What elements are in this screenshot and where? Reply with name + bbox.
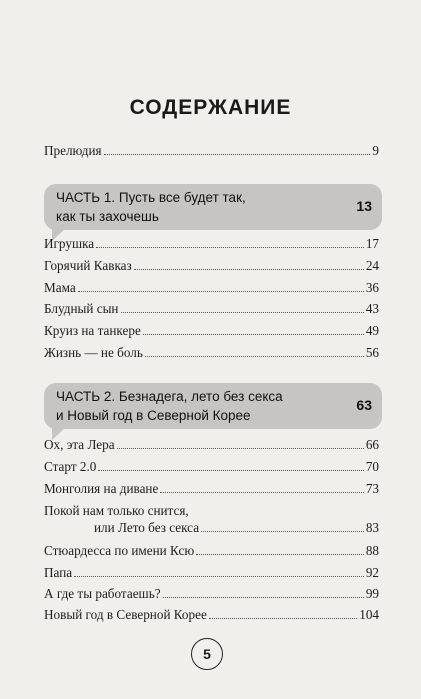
part-title-line1: ЧАСТЬ 1. Пусть все будет так, [56, 190, 246, 205]
toc-entry-label: Прелюдия [44, 143, 102, 158]
dot-leader [98, 469, 363, 471]
dot-leader [163, 596, 364, 598]
toc-title: СОДЕРЖАНИЕ [129, 96, 292, 119]
dot-leader [104, 153, 371, 155]
dot-leader [209, 617, 357, 619]
dot-leader [117, 447, 364, 449]
toc-entry-label: Монголия на диване [44, 481, 159, 496]
toc-entry-label-continued: или Лето без секса [94, 520, 200, 535]
toc-entry-page: 99 [365, 586, 379, 601]
toc-entry[interactable] [44, 280, 379, 296]
toc-entry[interactable] [44, 236, 379, 252]
dot-leader [160, 491, 363, 493]
part-1-banner[interactable] [44, 184, 382, 230]
dot-leader [196, 553, 364, 555]
toc-entry-two-line[interactable] [44, 502, 379, 536]
dot-leader [96, 246, 364, 248]
toc-entry-page: 73 [365, 481, 379, 496]
toc-entry[interactable] [44, 481, 379, 497]
toc-entry[interactable] [44, 258, 379, 274]
toc-entry[interactable] [44, 345, 379, 361]
dot-leader [78, 290, 364, 292]
toc-entry-label: Игрушка [44, 236, 95, 251]
toc-entry-page: 104 [359, 607, 379, 622]
dot-leader [121, 311, 364, 313]
toc-entry-label: Старт 2.0 [44, 459, 97, 474]
page-number: 5 [191, 638, 223, 670]
toc-entry-page: 83 [365, 520, 379, 535]
toc-entry[interactable] [44, 543, 379, 559]
toc-entry[interactable] [44, 459, 379, 475]
toc-entry[interactable] [44, 586, 379, 602]
toc-entry-page: 66 [365, 437, 379, 452]
part-2-banner[interactable] [44, 383, 382, 429]
toc-entry-label: Стюардесса по имени Ксю [44, 543, 195, 558]
toc-entry-label: Горячий Кавказ [44, 258, 132, 273]
dot-leader [74, 575, 364, 577]
toc-entry-page: 70 [365, 459, 379, 474]
part-title-line2: и Новый год в Северной Корее [56, 408, 251, 423]
toc-entry[interactable] [44, 437, 379, 453]
toc-entry[interactable] [44, 607, 379, 623]
toc-entry-label: А где ты работаешь? [44, 586, 161, 601]
toc-entry-label: Блудный сын [44, 301, 119, 316]
toc-entry-label: Ох, эта Лера [44, 437, 115, 452]
dot-leader [201, 530, 364, 532]
part-page: 13 [356, 198, 372, 214]
toc-entry[interactable] [44, 565, 379, 581]
toc-entry-page: 24 [365, 258, 379, 273]
part-title-line1: ЧАСТЬ 2. Безнадега, лето без секса [56, 389, 283, 404]
toc-entry-page: 43 [365, 301, 379, 316]
toc-entry-page: 88 [365, 543, 379, 558]
toc-entry-label: Папа [44, 565, 73, 580]
toc-entry-page: 36 [365, 280, 379, 295]
toc-entry-page: 49 [365, 323, 379, 338]
toc-entry-label: Круиз на танкере [44, 323, 141, 338]
toc-entry-label: Мама [44, 280, 76, 295]
dot-leader [145, 355, 364, 357]
toc-entry-prelude[interactable] [44, 143, 379, 159]
toc-entry-label: Новый год в Северной Корее [44, 607, 207, 622]
dot-leader [143, 333, 364, 335]
toc-entry-page: 92 [365, 565, 379, 580]
toc-entry-line2 [44, 519, 379, 536]
dot-leader [134, 268, 364, 270]
part-page: 63 [356, 397, 372, 413]
toc-entry-label: Покой нам только снится, [44, 503, 189, 518]
toc-entry-page: 9 [372, 143, 379, 158]
part-title-line2: как ты захочешь [56, 209, 159, 224]
toc-entry[interactable] [44, 323, 379, 339]
toc-entry[interactable] [44, 301, 379, 317]
toc-entry-label: Жизнь — не боль [44, 345, 143, 360]
toc-entry-page: 56 [365, 345, 379, 360]
toc-entry-page: 17 [365, 236, 379, 251]
